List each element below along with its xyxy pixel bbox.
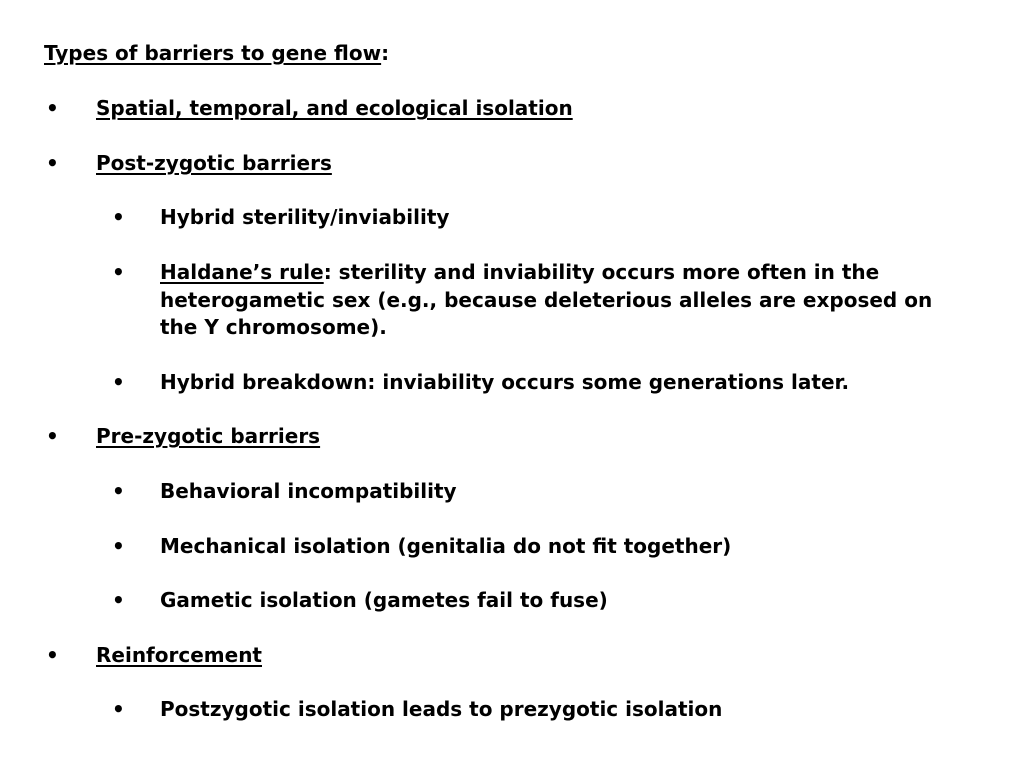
list-item-pre-zygotic (96, 423, 320, 450)
term-haldanes-rule: Haldane’s rule (160, 260, 324, 284)
list-item-label: Reinforcement (96, 643, 262, 667)
bullet-icon: • (112, 479, 125, 503)
bullet-icon: • (46, 151, 59, 175)
sub-item-mechanical: Mechanical isolation (genitalia do not fit together) (160, 534, 732, 558)
bullet-icon: • (112, 697, 125, 721)
sub-item-text: : sterility and inviability occurs more often in the heterogametic sex (e.g., because deleterious alleles are exposed on the Y chromosome). (160, 260, 933, 339)
bullet-icon: • (112, 260, 125, 284)
list-item-reinforcement (96, 642, 262, 669)
sub-item-hybrid-breakdown: Hybrid breakdown: inviability occurs some generations later. (160, 370, 850, 394)
sub-item-postzygotic: Postzygotic isolation leads to prezygotic isolation (160, 697, 723, 721)
list-item-label: Spatial, temporal, and ecological isolation (96, 96, 573, 120)
list-item-post-zygotic (96, 150, 332, 177)
bullet-icon: • (112, 534, 125, 558)
bullet-icon: • (46, 643, 59, 667)
list-item-label: Pre-zygotic barriers (96, 424, 321, 448)
page-title-colon: : (381, 41, 390, 65)
list-item-spatial-isolation (96, 95, 573, 122)
sub-item-gametic: Gametic isolation (gametes fail to fuse) (160, 588, 608, 612)
sub-item-hybrid-sterility: Hybrid sterility/inviability (160, 205, 450, 229)
bullet-icon: • (46, 96, 59, 120)
page-title-text: Types of barriers to gene flow (44, 41, 382, 65)
bullet-icon: • (112, 370, 125, 394)
bullet-icon: • (112, 588, 125, 612)
sub-item-behavioral: Behavioral incompatibility (160, 479, 457, 503)
list-item-label: Post-zygotic barriers (96, 151, 332, 175)
bullet-icon: • (46, 424, 59, 448)
sub-item-haldanes-rule (160, 259, 960, 342)
page-title (44, 40, 389, 67)
bullet-icon: • (112, 205, 125, 229)
